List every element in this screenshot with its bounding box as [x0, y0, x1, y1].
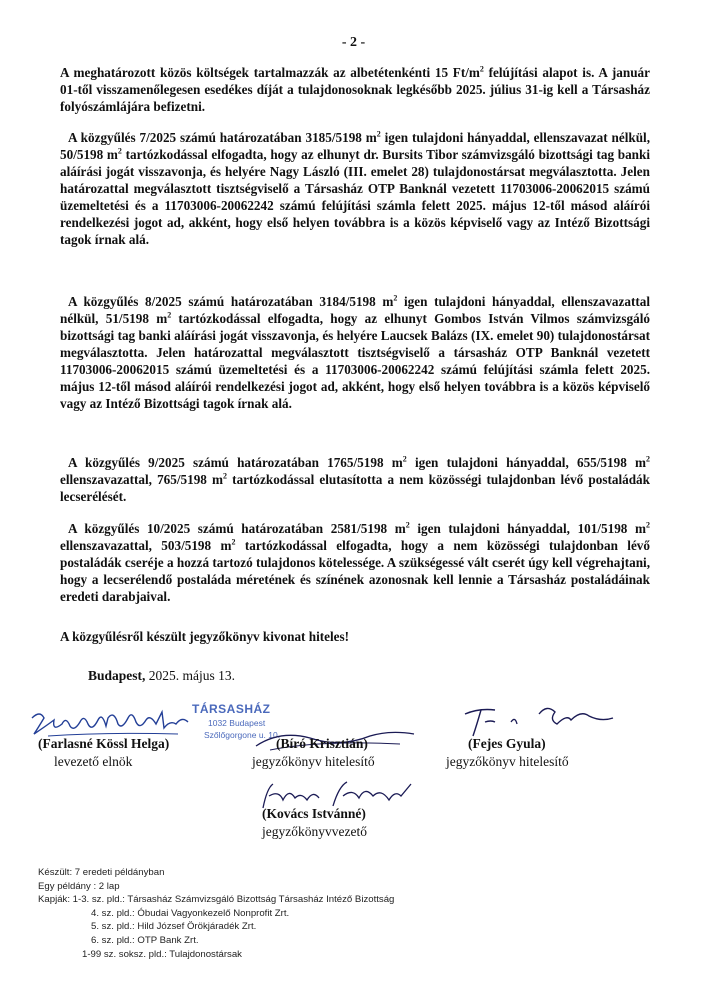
footer-line: Készült: 7 eredeti példányban: [38, 867, 165, 878]
footer-line: 4. sz. pld.: Óbudai Vagyonkezelő Nonprofit Zrt.: [91, 907, 290, 919]
distribution-list: [38, 866, 658, 961]
signatory-role-2: jegyzőkönyv hitelesítő: [252, 754, 375, 769]
page-number: - 2 -: [341, 35, 366, 50]
signatory-role-4: jegyzőkönyvvezető: [262, 824, 367, 839]
signature-farlasne: [28, 704, 198, 740]
footer-line: 1-99 sz. soksz. pld.: Tulajdonostársak: [82, 948, 242, 960]
signatory-role-3: jegyzőkönyv hitelesítő: [446, 754, 569, 769]
place-and-date: [88, 668, 235, 684]
paragraph-resolution-9: A közgyűlés 9/2025 számú határozatában 1765/5198 $m^2$ igen tulajdoni hányaddal, 655/5198 $m^2$ ellenszavazattal, 765/5198 $m^2$ tartózkodással elutasította a nem közösségi tulajdonban lévő postaládák lecserélését.: [60, 454, 650, 504]
signature-fejes: [455, 700, 625, 740]
paragraph-resolution-8: A közgyűlés 8/2025 számú határozatában 3184/5198 $m^2$ igen tulajdoni hányaddal, ellenszavazattal nélkül, 51/5198 $m^2$ tartózkodással elfogadta, hogy az elhunyt Gombos István Vilmos számvizsgáló bizottsági tag banki aláírási jogát visszavonja, és helyére Laucsek Balázs (IX. emelet 90) tulajdonostársat megválasztotta. Jelen határozattal megválasztott tisztségviselő a társasház OTP Banknál vezetett 11703006-20062015 számú üzemeltetési és a 11703006-20062242 számú felújítási számla felett 2025. május 12-től másod aláírói rendelkezési jogot ad, akként, hogy első helyen továbbra is a közös képviselő vagy az Intéző Bizottsági tagok írnak alá.: [60, 293, 650, 411]
date: 2025. május 13.: [148, 668, 236, 683]
paragraph-resolution-7: A közgyűlés 7/2025 számú határozatában 3185/5198 $m^2$ igen tulajdoni hányaddal, ellenszavazat nélkül, 50/5198 $m^2$ tartózkodással elfogadta, hogy az elhunyt dr. Bursits Tibor számvizsgáló bizottsági tag banki aláírási jogát visszavonja, és helyére Nagy László (III. emelet 28) tulajdonostársat megválasztotta. Jelen határozattal megválasztott tisztségviselő a Társasház OTP Banknál vezetett 11703006-20062015 számú üzemeltetési és a 11703006-20062242 számú felújítási számla felett 2025. május 12-től másod aláírói rendelkezési jogot ad, akként, hogy első helyen továbbra is a közös képviselő vagy az Intéző Bizottsági tagok írnak alá.: [60, 129, 650, 247]
signatory-name-3: (Fejes Gyula): [468, 736, 546, 751]
authenticity-statement: A közgyűlésről készült jegyzőkönyv kivonat hiteles!: [60, 629, 350, 644]
paragraph-resolution-10: A közgyűlés 10/2025 számú határozatában 2581/5198 $m^2$ igen tulajdoni hányaddal, 101/5198 $m^2$ ellenszavazattal, 503/5198 $m^2$ tartózkodással elfogadta, hogy a nem közösségi tulajdonban lévő postaládák cseréje a hozzá tartozó tulajdonos kötelessége. A szükségessé vált cserét úgy kell végrehajtani, hogy a lecserélendő postaláda méretének és színének azonosnak kell lennie a Társasház postaládáinak eredeti darabjaival.: [60, 520, 650, 604]
signatory-name-1: (Farlasné Kössl Helga): [38, 736, 170, 751]
signatory-name-2: (Bíró Krisztián): [276, 736, 368, 751]
signatory-role-1: levezető elnök: [54, 754, 133, 769]
place: Budapest,: [88, 668, 146, 683]
paragraph-common-costs: A meghatározott közös költségek tartalmazzák az albetétenkénti 15 $Ft/m^2$ felújítási alapot is. A január 01-től visszamenőlegesen esedékes díját a tulajdonosoknak legkésőbb 2025. július 31-ig kell a Társasház folyószámlájára befizetni.: [60, 64, 650, 114]
footer-line: 5. sz. pld.: Hild József Örökjáradék Zrt.: [91, 921, 257, 933]
signatory-name-4: (Kovács Istvánné): [262, 806, 366, 821]
footer-line: 6. sz. pld.: OTP Bank Zrt.: [91, 934, 199, 946]
footer-line: Egy példány : 2 lap: [38, 880, 120, 892]
footer-line: Kapják: 1-3. sz. pld.: Társasház Számvizsgáló Bizottság Társasház Intéző Bizottság: [38, 894, 395, 906]
organization-stamp: TÁRSASHÁZ 1032 Budapest Szőlőgorgone u. 10.: [192, 702, 281, 740]
